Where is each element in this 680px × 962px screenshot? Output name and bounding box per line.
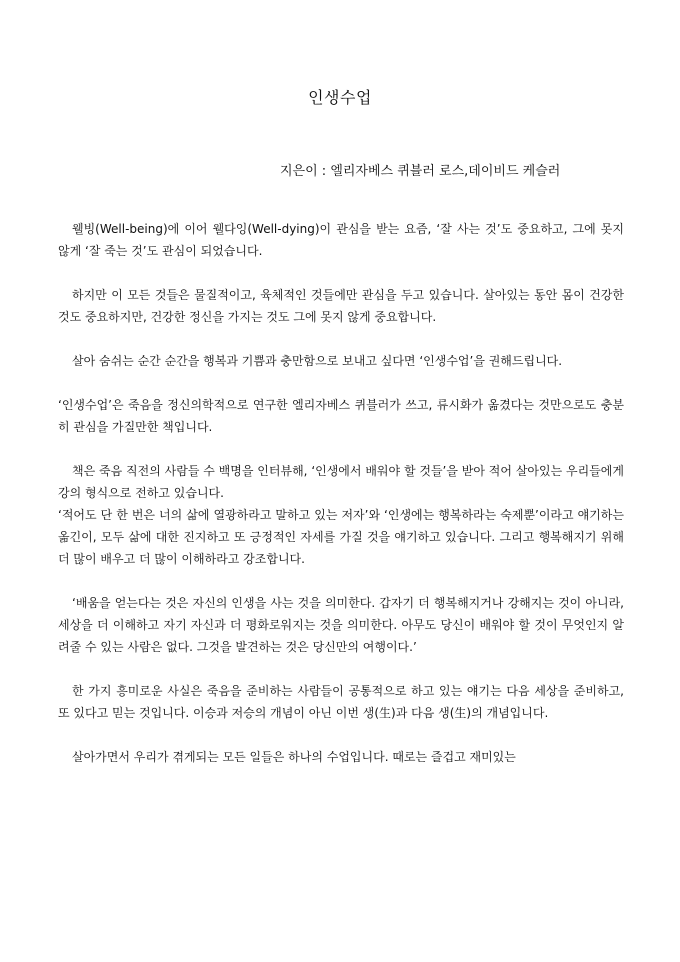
paragraph-2: 하지만 이 모든 것들은 물질적이고, 육체적인 것들에만 관심을 두고 있습니다. 살아있는 동안 몸이 건강한 것도 중요하지만, 건강한 정신을 가지는 것도 그에 못지 않게 중요합니다.: [58, 288, 624, 324]
paragraph-7-quote: ‘배움을 얻는다는 것은 자신의 인생을 사는 것을 의미한다. 갑자기 더 행복해지거나 강해지는 것이 아니라, 세상을 더 이해하고 자기 자신과 더 평화로워지는 것을 의미한다. 아무도 당신이 배워야 할 것이 무엇인지 알려줄 수 있는 사람은 없다. 그것을 발견하는 것은 당신만의 여행이다.’: [58, 596, 624, 654]
paragraph-5: 책은 죽음 직전의 사람들 수 백명을 인터뷰해, ‘인생에서 배워야 할 것들’을 받아 적어 살아있는 우리들에게 강의 형식으로 전하고 있습니다.: [58, 464, 624, 500]
paragraph-8: 한 가지 흥미로운 사실은 죽음을 준비하는 사람들이 공통적으로 하고 있는 얘기는 다음 세상을 준비하고, 또 있다고 믿는 것입니다. 이승과 저승의 개념이 아닌 이번 생(生)과 다음 생(生)의 개념입니다.: [58, 684, 624, 720]
document-body: [58, 218, 624, 790]
paragraph-3: 살아 숨쉬는 순간 순간을 행복과 기쁨과 충만함으로 보내고 싶다면 ‘인생수업’을 권해드립니다.: [72, 354, 563, 368]
author-line: 지은이 : 엘리자베스 퀴블러 로스,데이비드 케슬러: [280, 164, 561, 179]
document-title: 인생수업: [308, 88, 372, 107]
paragraph-1: 웰빙(Well-being)에 이어 웰다잉(Well-dying)이 관심을 받는 요즘, ‘잘 사는 것’도 중요하고, 그에 못지 않게 ‘잘 죽는 것’도 관심이 되었습니다.: [58, 222, 624, 258]
paragraph-6: ‘적어도 단 한 번은 너의 삶에 열광하라고 말하고 있는 저자’와 ‘인생에는 행복하라는 숙제뿐’이라고 얘기하는 옮긴이, 모두 삶에 대한 진지하고 또 긍정적인 자세를 가질 것을 얘기하고 있습니다. 그리고 행복해지기 위해 더 많이 배우고 더 많이 이해하라고 강조합니다.: [58, 508, 624, 566]
paragraph-9: 살아가면서 우리가 겪게되는 모든 일들은 하나의 수업입니다. 때로는 즐겁고 재미있는: [72, 750, 516, 764]
paragraph-4: ‘인생수업’은 죽음을 정신의학적으로 연구한 엘리자베스 퀴블러가 쓰고, 류시화가 옮겼다는 것만으로도 충분히 관심을 가질만한 책입니다.: [58, 398, 624, 434]
